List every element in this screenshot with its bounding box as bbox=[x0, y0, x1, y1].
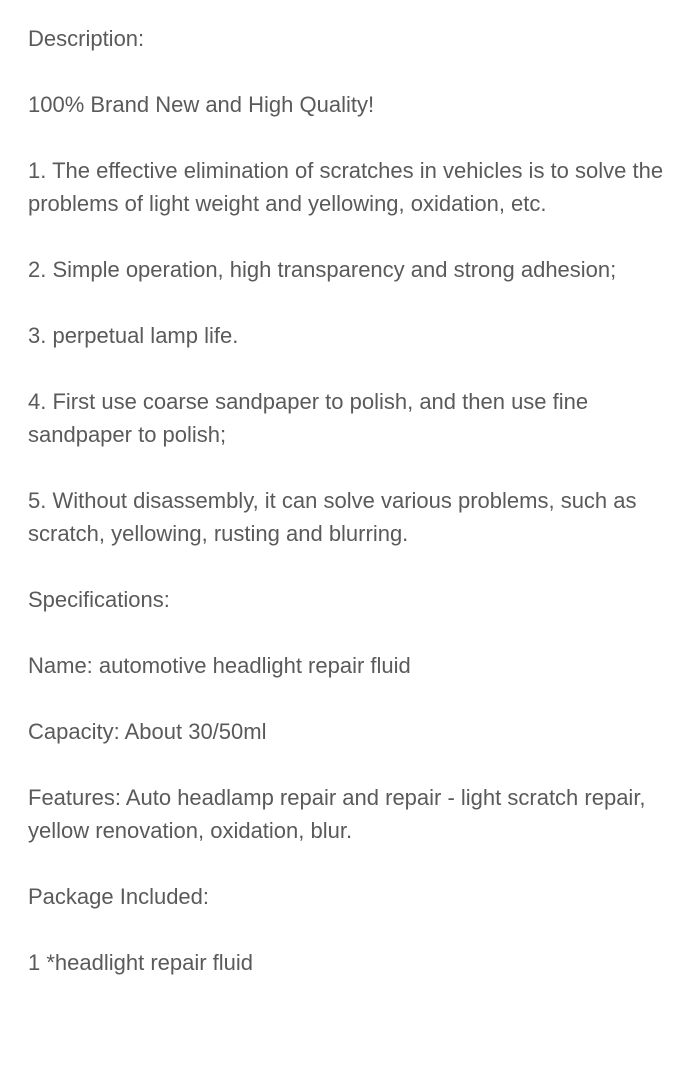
feature-item-3: 3. perpetual lamp life. bbox=[28, 323, 239, 348]
feature-item-4: 4. First use coarse sandpaper to polish, and then use fine sandpaper to polish; bbox=[28, 389, 589, 447]
specifications-heading: Specifications: bbox=[28, 587, 170, 612]
tagline: 100% Brand New and High Quality! bbox=[28, 92, 375, 117]
feature-item-2: 2. Simple operation, high transparency and strong adhesion; bbox=[28, 257, 617, 282]
package-heading: Package Included: bbox=[28, 884, 210, 909]
package-item: 1 *headlight repair fluid bbox=[28, 950, 254, 975]
spec-features: Features: Auto headlamp repair and repair - light scratch repair, yellow renovation, oxidation, blur. bbox=[28, 785, 646, 843]
feature-item-5: 5. Without disassembly, it can solve various problems, such as scratch, yellowing, rusting and blurring. bbox=[28, 488, 637, 546]
description-heading: Description: bbox=[28, 26, 145, 51]
spec-capacity: Capacity: About 30/50ml bbox=[28, 719, 267, 744]
spec-name: Name: automotive headlight repair fluid bbox=[28, 653, 411, 678]
feature-item-1: 1. The effective elimination of scratches in vehicles is to solve the problems of light weight and yellowing, oxidation, etc. bbox=[28, 158, 664, 216]
